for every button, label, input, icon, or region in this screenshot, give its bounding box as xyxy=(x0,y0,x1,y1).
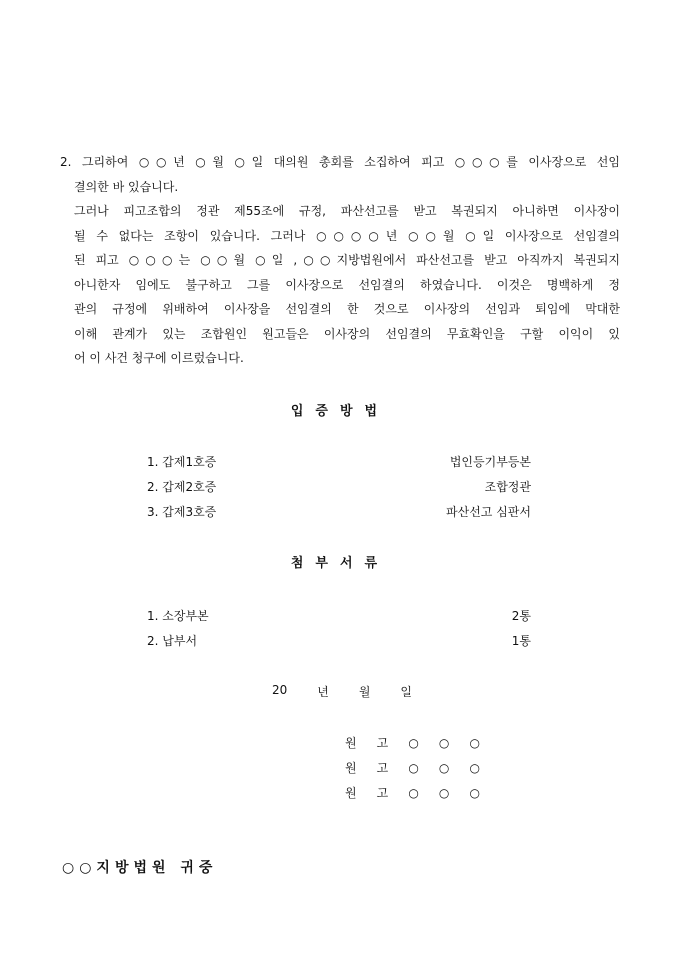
plaintiff-word: 원 xyxy=(345,736,357,750)
name-placeholder: ○ xyxy=(438,736,450,750)
evidence-value: 법인등기부등본 xyxy=(449,455,531,469)
plaintiff-row xyxy=(345,781,480,806)
name-placeholder: ○ xyxy=(438,786,450,800)
list-item xyxy=(147,500,531,525)
list-item xyxy=(147,629,531,654)
plaintiff-word: 고 xyxy=(376,786,389,800)
name-placeholder: ○ xyxy=(469,736,480,750)
name-placeholder: ○ xyxy=(408,736,419,750)
body-line: 관의 규정에 위배하여 이사장을 선임결의 한 것으로 이사장의 선임과 퇴임에 막대한 xyxy=(74,302,620,316)
attachments-heading: 첨부서류 xyxy=(290,556,390,571)
name-placeholder: ○ xyxy=(469,786,480,800)
plaintiff-word: 원 xyxy=(345,761,357,775)
court-addressee: ○○지방법원 귀중 xyxy=(62,860,218,876)
plaintiff-word: 원 xyxy=(345,786,357,800)
attachment-label: 2. 납부서 xyxy=(147,634,198,648)
plaintiff-signatures xyxy=(345,731,480,806)
date-day-unit: 일 xyxy=(400,685,412,699)
attachments-list xyxy=(147,604,531,654)
date-year-unit: 년 xyxy=(317,685,329,699)
name-placeholder: ○ xyxy=(469,761,480,775)
filing-date xyxy=(272,683,412,700)
body-line: 이해 관계가 있는 조합원인 원고들은 이사장의 선임결의 무효확인을 구할 이익이 있 xyxy=(74,326,620,341)
name-placeholder: ○ xyxy=(438,761,450,775)
attachment-value: 2통 xyxy=(511,609,531,623)
evidence-list xyxy=(147,450,531,525)
body-paragraph xyxy=(60,150,620,371)
body-line: 어 이 사건 청구에 이르렀습니다. xyxy=(74,351,244,365)
evidence-label: 1. 갑제1호증 xyxy=(147,455,217,469)
list-item xyxy=(147,450,531,475)
evidence-heading: 입증방법 xyxy=(290,404,390,419)
evidence-value: 파산선고 심판서 xyxy=(446,505,531,519)
list-item xyxy=(147,604,531,629)
name-placeholder: ○ xyxy=(408,761,419,775)
body-line: 결의한 바 있습니다. xyxy=(74,179,179,194)
body-line: 될 수 없다는 조항이 있습니다. 그러나 ○○○○년 ○○월 ○일 이사장으로 선임결의 xyxy=(74,228,620,243)
attachment-value: 1통 xyxy=(511,634,531,648)
evidence-label: 3. 갑제3호증 xyxy=(147,505,217,519)
body-line: 아니한자 임에도 불구하고 그를 이사장으로 선임결의 하였습니다. 이것은 명백하게 정 xyxy=(74,277,620,292)
body-line: 된 피고 ○○○는 ○○월 ○일 ,○○지방법원에서 파산선고를 받고 아직까지 복권되지 xyxy=(74,253,620,267)
name-placeholder: ○ xyxy=(408,786,419,800)
plaintiff-word: 고 xyxy=(376,761,389,775)
date-year: 20 xyxy=(272,683,288,697)
body-line: 2. 그리하여 ○○년 ○월 ○일 대의원 총회를 소집하여 피고 ○○○를 이사장으로 선임 xyxy=(60,155,620,169)
plaintiff-row xyxy=(345,756,480,781)
attachment-label: 1. 소장부본 xyxy=(147,609,209,623)
date-month-unit: 월 xyxy=(358,685,371,699)
plaintiff-row xyxy=(345,731,480,756)
list-item xyxy=(147,475,531,500)
evidence-label: 2. 갑제2호증 xyxy=(147,480,217,494)
body-line: 그러나 피고조합의 정관 제55조에 규정, 파산선고를 받고 복권되지 아니하면 이사장이 xyxy=(74,204,620,218)
plaintiff-word: 고 xyxy=(376,736,389,750)
evidence-value: 조합정관 xyxy=(484,480,531,494)
